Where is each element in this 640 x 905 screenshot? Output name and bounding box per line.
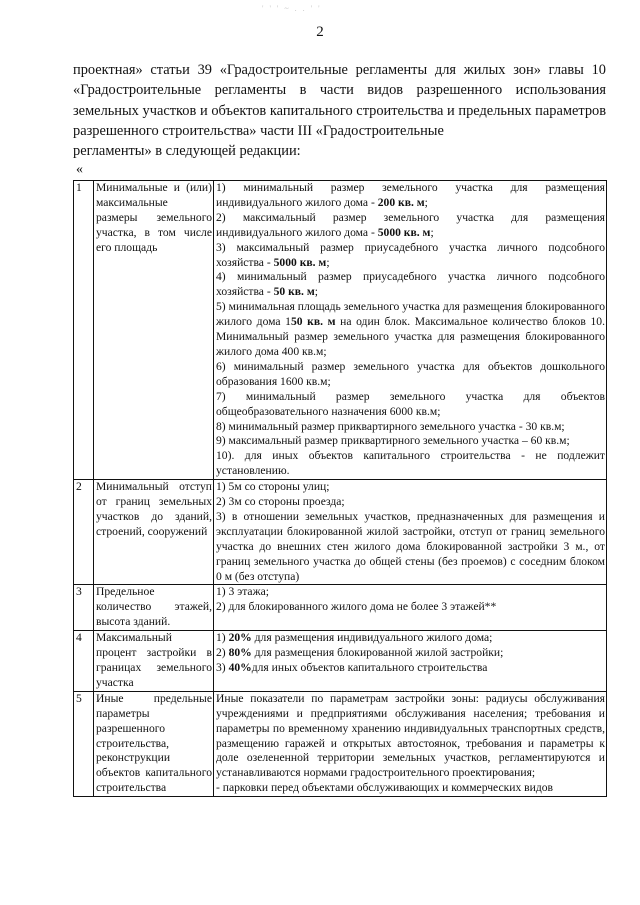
value-item: 2) для блокированного жилого дома не более 3 этажей** xyxy=(216,600,497,614)
value-item: 1) минимальный размер земельного участка для размещения индивидуального жилого дома - 200 кв. м; xyxy=(216,181,605,209)
parameter-values xyxy=(214,631,607,692)
scan-artifact: ' ' ' ~ . . ' ' xyxy=(262,4,322,13)
value-item: 9) максимальный размер приквартирного земельного участка – 60 кв.м; xyxy=(216,434,570,448)
value-item: - парковки перед объектами обслуживающих и коммерческих видов xyxy=(216,781,553,795)
value-item: 3) 40%для иных объектов капитального строительства xyxy=(216,661,488,674)
regulations-table-body xyxy=(74,181,607,797)
value-item: 8) минимальный размер приквартирного земельного участка - 30 кв.м; xyxy=(216,419,565,433)
value-item: 1) 20% для размещения индивидуального жилого дома; xyxy=(216,631,493,645)
value-item: 10). для иных объектов капитального строительства - не подлежит установлению. xyxy=(216,449,605,478)
table-row xyxy=(74,181,607,480)
value-item: 2) максимальный размер земельного участка для размещения индивидуального жилого дома - 5000 кв. м; xyxy=(216,210,605,239)
parameter-values xyxy=(214,480,607,585)
table-row xyxy=(74,585,607,631)
parameter-name: Иные предельные параметры разрешенного строительства, реконструкции объектов капитального строительства xyxy=(94,691,214,796)
parameter-name: Минимальный отступ от границ земельных участков до зданий, строений, сооружений xyxy=(94,480,214,585)
table-row xyxy=(74,480,607,585)
row-number: 2 xyxy=(74,480,94,585)
value-item: 5) минимальная площадь земельного участка для размещения блокированного жилого дома 150 кв. м на один блок. Максимальное количество блоков 10. Минимальный размер земельного участка для размещения блокированного жилого дома 400 кв.м; xyxy=(216,300,605,358)
intro-paragraph xyxy=(73,60,606,161)
value-item: 3) максимальный размер приусадебного участка личного подсобного хозяйства - 5000 кв. м; xyxy=(216,240,605,269)
regulations-table xyxy=(73,180,607,797)
table-row xyxy=(74,631,607,692)
parameter-name: Минимальные и (или) максимальные размеры земельного участка, в том числе его площадь xyxy=(94,181,214,480)
parameter-values xyxy=(214,181,607,480)
parameter-values xyxy=(214,691,607,796)
row-number: 4 xyxy=(74,631,94,692)
value-item: Иные показатели по параметрам застройки зоны: радиусы обслуживания учреждениями и предприятиями обслуживания населения; требования и параметры по временному хранению индивидуальных транспортных средств, размещению гаражей и открытых автостоянок, требования и параметры к доле озелененной территории земельных участков, регламентируются и устанавливаются нормами градостроительного проектирования; xyxy=(216,691,605,780)
row-number: 1 xyxy=(74,181,94,480)
value-item: 2) 3м со стороны проезда; xyxy=(216,495,345,509)
value-item: 7) минимальный размер земельного участка для объектов общеобразовательного назначения 6000 кв.м; xyxy=(216,389,605,418)
page-number: 2 xyxy=(316,24,324,40)
parameter-name: Максимальный процент застройки в границах земельного участка xyxy=(94,631,214,692)
row-number: 5 xyxy=(74,691,94,796)
table-row xyxy=(74,691,607,796)
parameter-values xyxy=(214,585,607,631)
value-item: 6) минимальный размер земельного участка для объектов дошкольного образования 1600 кв.м; xyxy=(216,359,605,388)
opening-quote: « xyxy=(76,162,83,177)
row-number: 3 xyxy=(74,585,94,631)
parameter-name: Предельное количество этажей, высота зданий. xyxy=(94,585,214,631)
value-item: 1) 5м со стороны улиц; xyxy=(216,480,330,494)
intro-last-line: регламенты» в следующей редакции: xyxy=(73,143,301,160)
value-item: 1) 3 этажа; xyxy=(216,585,269,599)
value-item: 4) минимальный размер приусадебного участка личного подсобного хозяйства - 50 кв. м; xyxy=(216,270,605,299)
value-item: 3) в отношении земельных участков, предназначенных для размещения и эксплуатации блокированной жилой застройки, отступ от границ земельного участка до внешних стен жилого дома блокированной застройки 3 м., от границ земельного участка до общей стены (без проемов) с соседним блоком 0 м (без отступа) xyxy=(216,509,605,583)
value-item: 2) 80% для размещения блокированной жилой застройки; xyxy=(216,646,504,660)
intro-text: проектная» статьи 39 «Градостроительные регламенты для жилых зон» главы 10 «Градостроительные регламенты в части видов разрешенного использования земельных участков и объектов капитального строительства и предельных параметров разрешенного строительства» части III «Градостроительные xyxy=(73,62,606,139)
